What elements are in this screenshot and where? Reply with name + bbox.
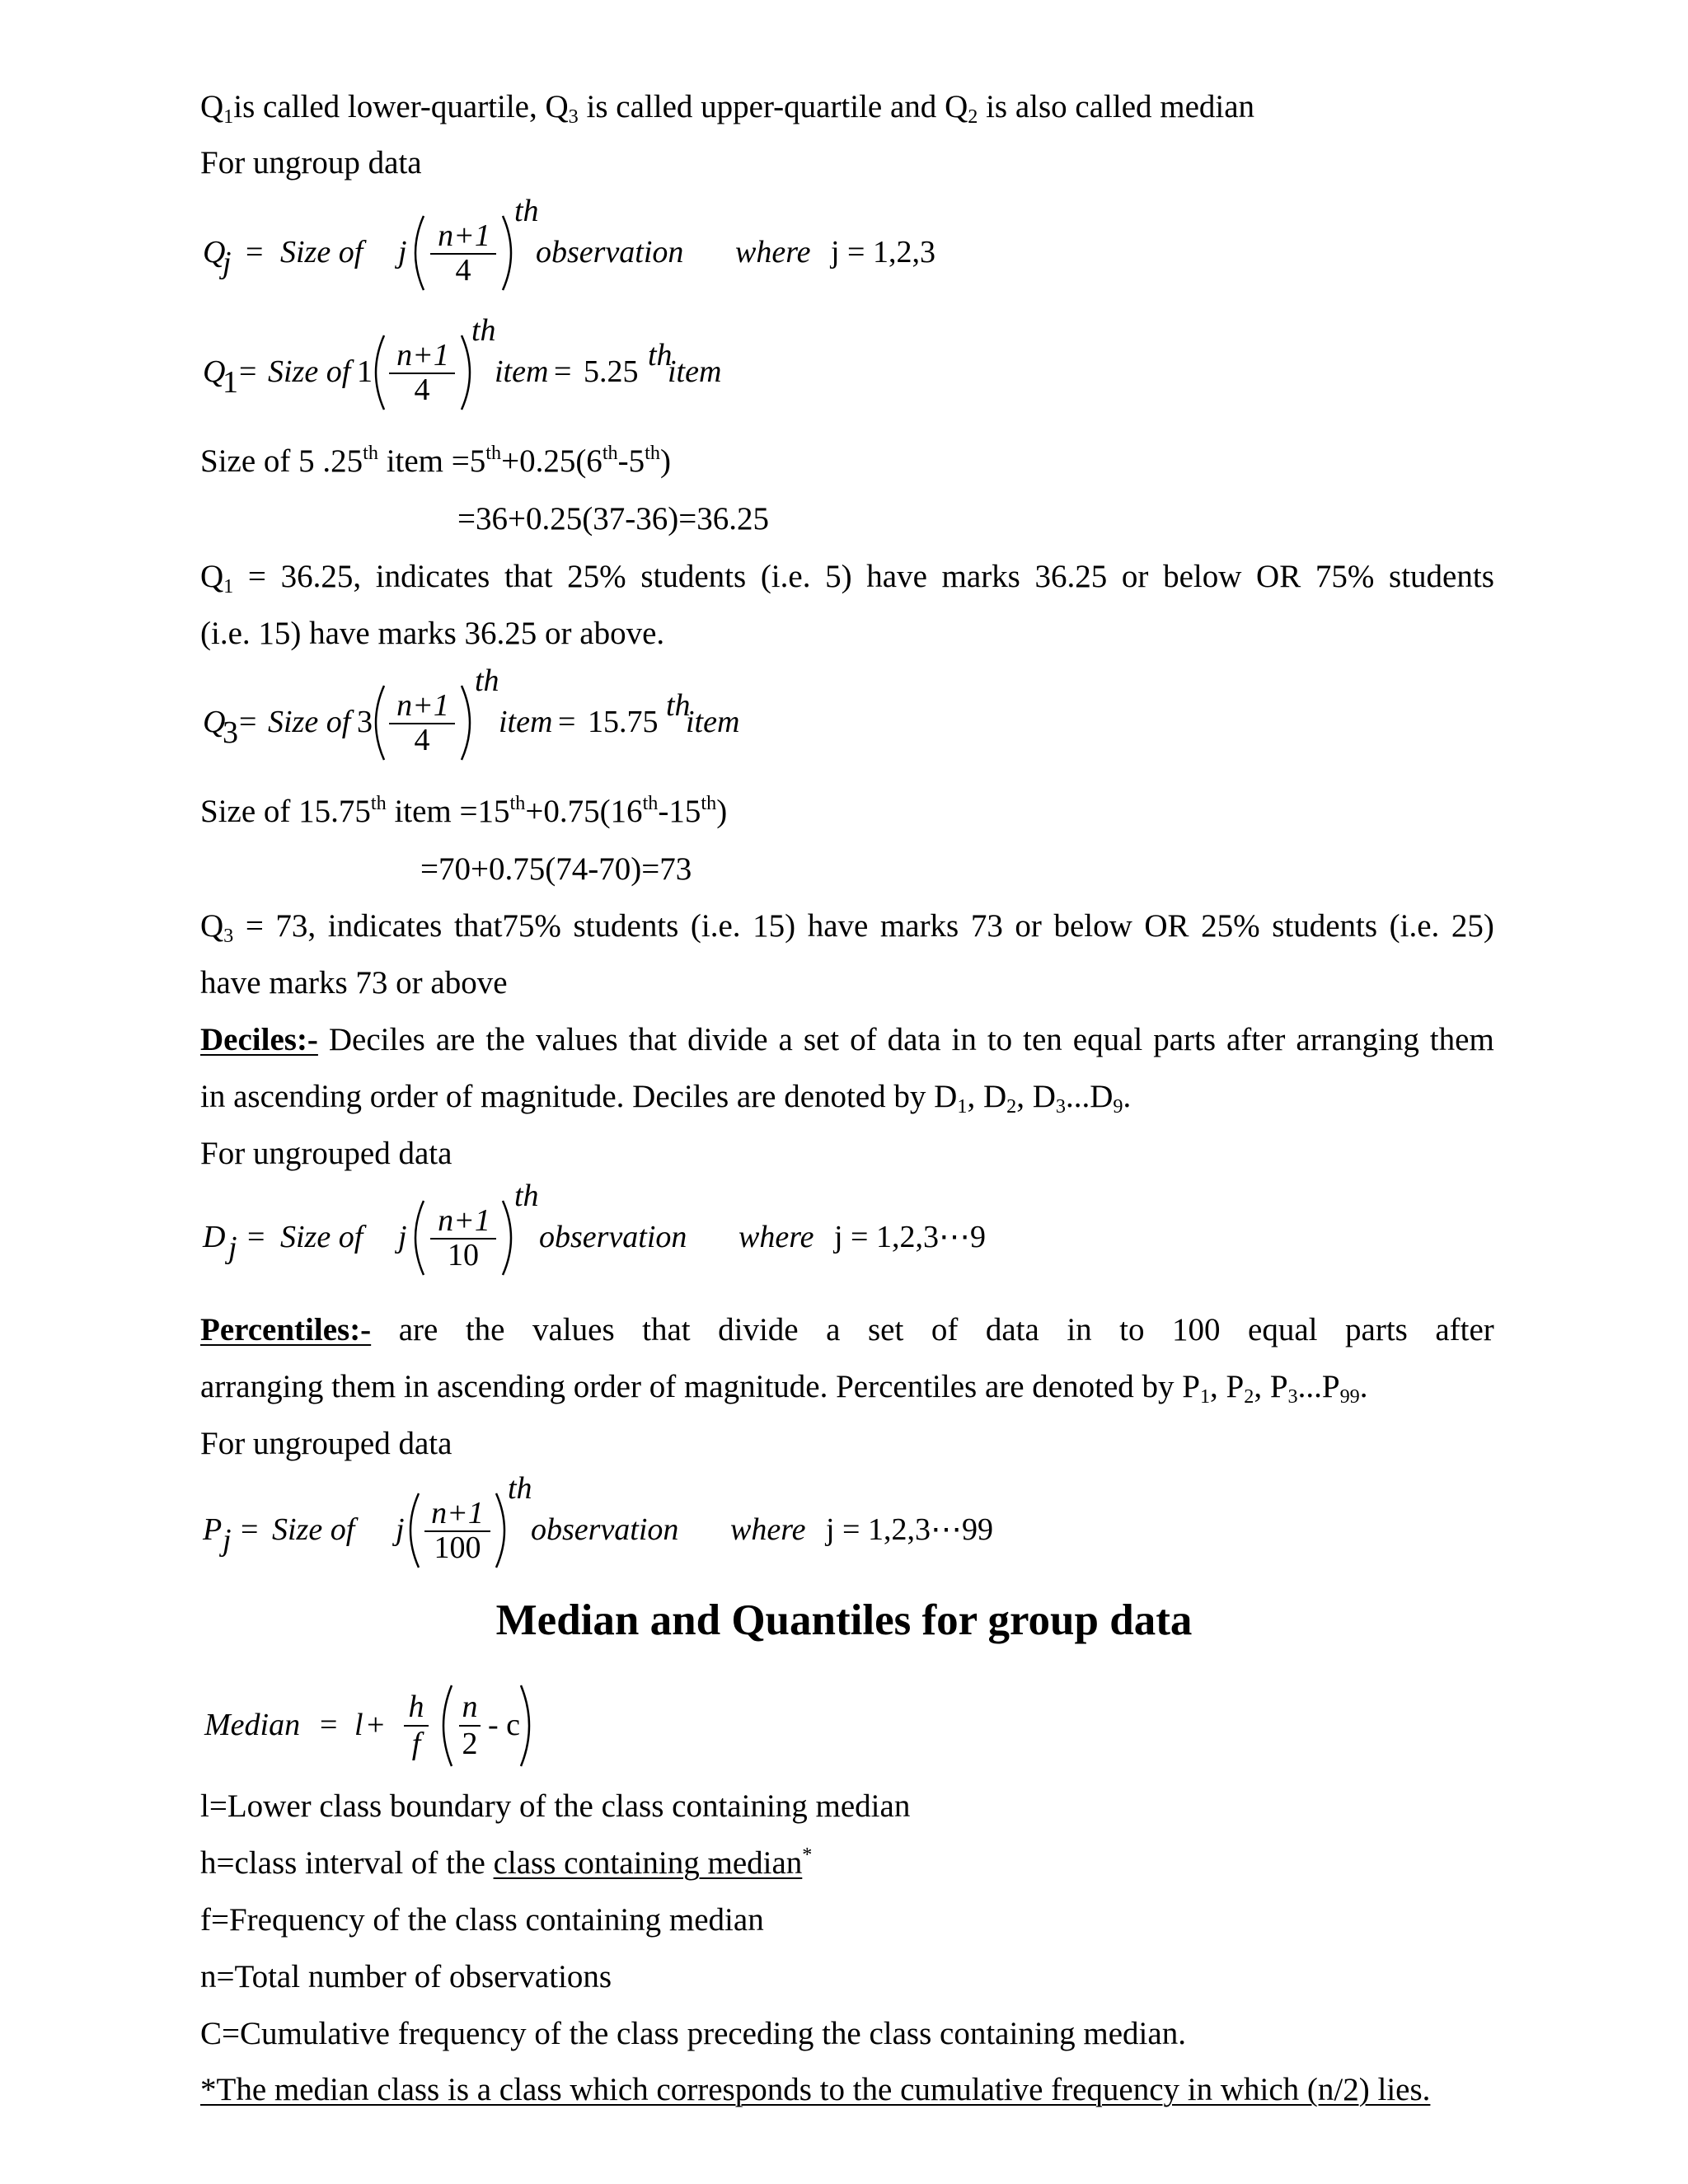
svg-text:100: 100 [434,1530,481,1565]
svg-text:th: th [514,1183,539,1213]
svg-text:n+1: n+1 [438,218,490,253]
svg-text:j = 1,2,3⋯99: j = 1,2,3⋯99 [826,1512,993,1547]
svg-text:th: th [514,198,539,228]
svg-text:Q: Q [203,235,226,269]
q1-interpretation-cont: (i.e. 15) have marks 36.25 or above. [200,616,665,651]
quartile-definition: $Q_1is$ called lower-quartile, $Q_3$ is called upper-quartile and $Q_2$ is also called median [200,89,1255,128]
svg-text:Size of: Size of [280,235,363,269]
svg-text:j: j [398,1220,407,1254]
svg-text:l: l [354,1708,363,1742]
svg-text:Size of: Size of [272,1512,355,1547]
deciles-term: Deciles:- [200,1022,318,1057]
svg-text:=: = [239,705,257,739]
svg-text:item: item [686,705,740,739]
q3-calculation: Size of 15.75th item =15th+0.75(16th-15th) [200,792,728,829]
svg-text:1: 1 [223,365,238,400]
section-title: Median and Quantiles for group data [495,1596,1193,1644]
svg-text:n+1: n+1 [396,338,449,373]
svg-text:h: h [408,1690,424,1724]
svg-text:=: = [247,1220,265,1254]
svg-text:+: + [367,1708,385,1742]
svg-text:n+1: n+1 [438,1203,490,1238]
svg-text:15.75: 15.75 [588,705,659,739]
svg-text:where: where [738,1220,814,1254]
svg-text:item: item [668,354,722,389]
percentiles-term: Percentiles:- [200,1312,372,1347]
svg-text:th: th [648,338,673,373]
svg-text:2: 2 [462,1727,478,1761]
svg-text:5.25: 5.25 [584,354,639,389]
svg-text:=: = [246,235,264,269]
svg-text:Q: Q [203,705,226,739]
svg-text:10: 10 [448,1238,479,1272]
svg-text:th: th [508,1475,532,1506]
svg-text:item: item [499,705,553,739]
svg-text:3: 3 [357,705,373,739]
qj-formula [198,198,1006,305]
median-formula [198,1669,610,1784]
percentiles-ungrouped-heading: For ungrouped data [200,1426,452,1461]
svg-text:4: 4 [455,253,471,288]
svg-text:Size of: Size of [268,705,351,739]
svg-text:=: = [558,705,576,739]
svg-text:4: 4 [414,373,430,407]
svg-text:j: j [223,246,232,280]
svg-text:j = 1,2,3: j = 1,2,3 [831,235,935,269]
q3-interpretation-cont: have marks 73 or above [200,965,508,1001]
svg-text:D: D [203,1220,226,1254]
svg-text:1: 1 [357,354,373,389]
svg-text:=: = [239,354,257,389]
svg-text:n+1: n+1 [431,1496,484,1530]
svg-text:th: th [475,668,499,698]
svg-text:observation: observation [531,1512,679,1547]
q1-calculation: Size of 5 .25th item =5th+0.25(6th-5th) [200,442,671,479]
svg-text:th: th [471,317,496,348]
svg-text:observation: observation [539,1220,687,1254]
def-f: f=Frequency of the class containing median [200,1902,764,1938]
svg-text:item: item [495,354,549,389]
pj-formula [198,1475,1022,1582]
def-n: n=Total number of observations [200,1959,612,1994]
svg-text:=: = [554,354,572,389]
svg-text:n+1: n+1 [396,688,449,723]
deciles-definition-cont: in ascending order of magnitude. Deciles are denoted by $D_1$, $D_2$, $D_3...D_9$. [200,1079,1132,1118]
svg-text:where: where [730,1512,806,1547]
q3-interpretation: $Q_3$ = 73, indicates that75% students (i.e. 15) have marks 73 or below OR 25% students (i.e. 25) [200,908,1494,947]
svg-text:j: j [223,1523,232,1558]
svg-text:Size of: Size of [268,354,351,389]
svg-text:n: n [462,1690,478,1724]
svg-text:- c: - c [488,1708,521,1742]
svg-text:f: f [411,1727,421,1761]
svg-text:j: j [396,1512,405,1547]
svg-text:=: = [241,1512,259,1547]
median-class-reference: class containing median [493,1845,803,1881]
svg-text:j = 1,2,3⋯9: j = 1,2,3⋯9 [834,1220,986,1254]
percentiles-definition-cont: arranging them in ascending order of magnitude. Percentiles are denoted by $P_1$, $P_2$, $P_3...P_{99}$. [200,1369,1368,1408]
dj-formula [198,1183,1022,1290]
deciles-definition: Deciles:- Deciles are the values that divide a set of data in to ten equal parts after arranging them [200,1022,1494,1057]
q1-formula [198,317,824,424]
def-c: C=Cumulative frequency of the class preceding the class containing median. [200,2016,1186,2051]
def-h: h=class interval of the class containing median* [200,1844,813,1881]
ungroup-heading: For ungroup data [200,145,422,180]
svg-text:where: where [735,235,811,269]
q3-formula [198,668,857,775]
svg-text:th: th [666,688,691,723]
svg-text:3: 3 [223,715,238,750]
svg-text:4: 4 [414,723,430,757]
svg-text:observation: observation [536,235,684,269]
svg-text:j: j [228,1230,237,1265]
svg-text:Size of: Size of [280,1220,363,1254]
svg-text:=: = [320,1708,338,1742]
q1-result: =36+0.25(37-36)=36.25 [457,501,769,537]
svg-text:P: P [203,1512,223,1547]
percentiles-definition: Percentiles:- are the values that divide a set of data in to 100 equal parts after [200,1312,1494,1347]
q3-result: =70+0.75(74-70)=73 [420,851,692,887]
q1-interpretation: $Q_1$ = 36.25, indicates that 25% students (i.e. 5) have marks 36.25 or below OR 75% students [200,559,1494,598]
def-l: l=Lower class boundary of the class containing median [200,1788,911,1824]
svg-text:Q: Q [203,354,226,389]
deciles-ungrouped-heading: For ungrouped data [200,1136,452,1171]
median-class-footnote: *The median class is a class which corresponds to the cumulative frequency in which (n/2) lies. [200,2072,1431,2107]
svg-text:j: j [398,235,407,269]
svg-text:Median: Median [204,1708,301,1742]
